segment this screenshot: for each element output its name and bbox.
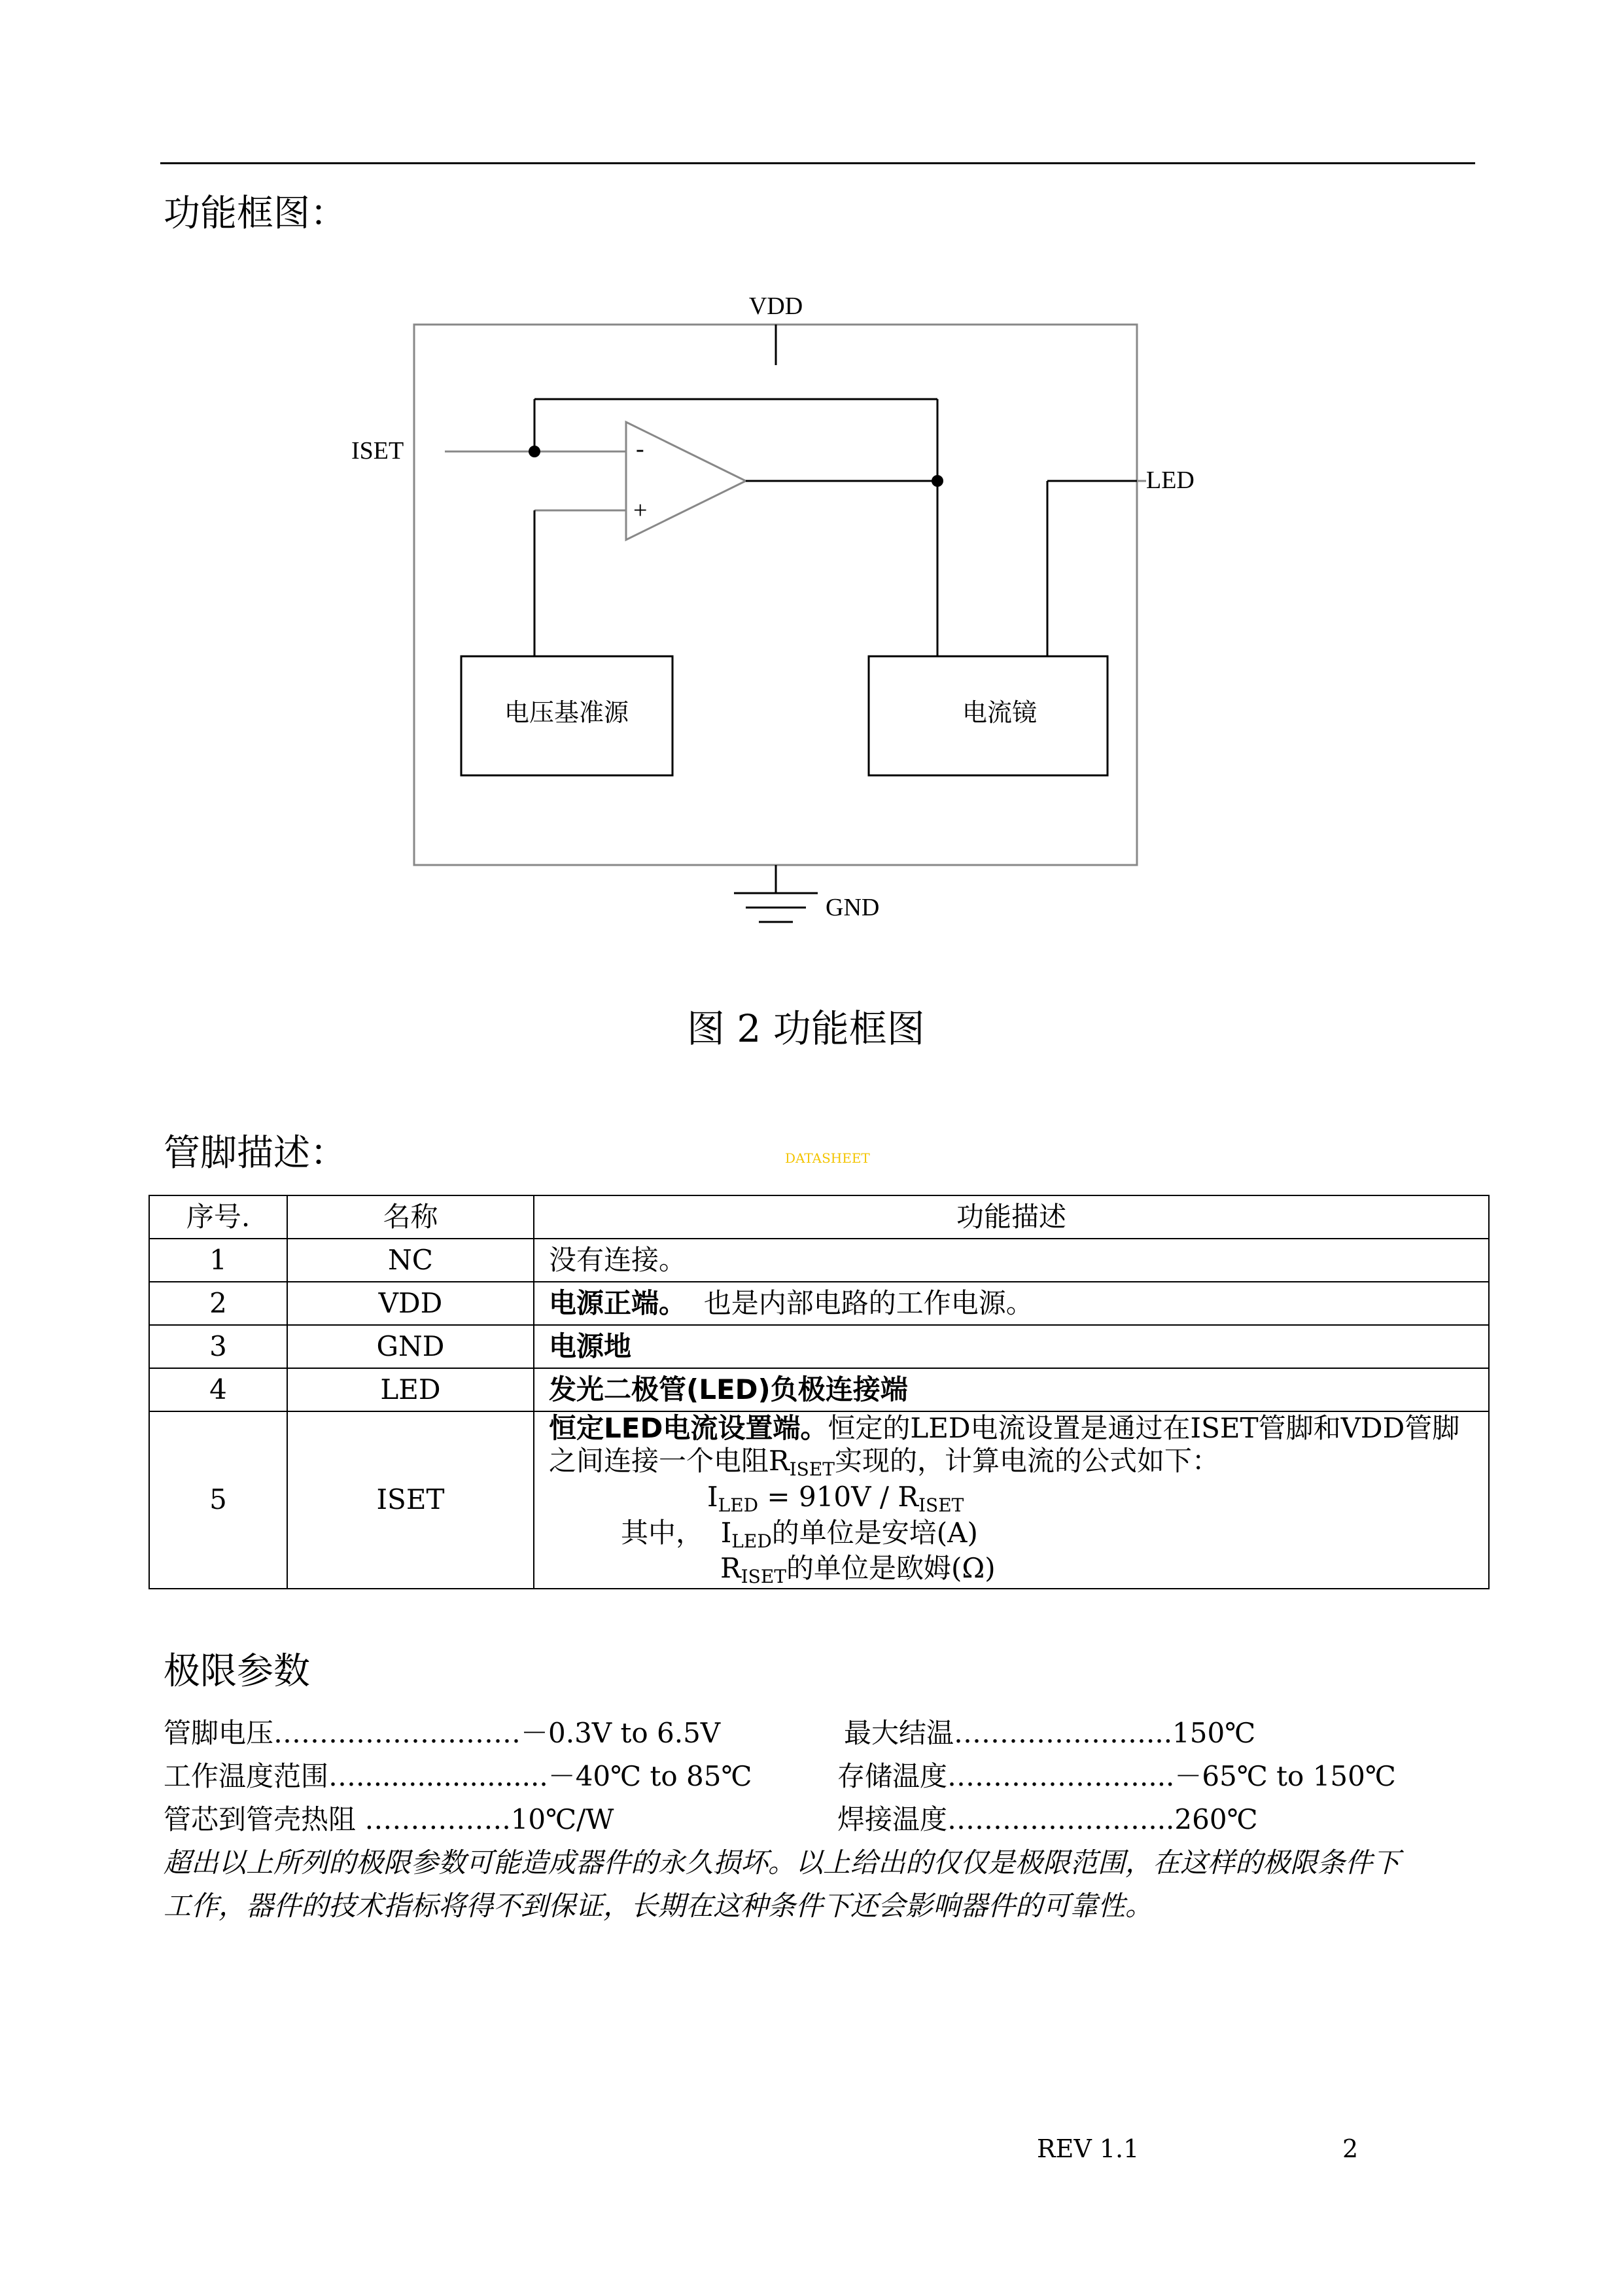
iset-junction-dot — [529, 446, 540, 457]
iset-unit-resistance — [549, 1552, 1483, 1588]
limits-title: 极限参数 — [164, 1650, 310, 1693]
header-desc: 功能描述 — [534, 1195, 1489, 1239]
pin-description-title: 管脚描述： — [164, 1132, 347, 1174]
limit-operating-temp: 工作温度范围…......................－40℃ to 85℃ — [164, 1760, 752, 1792]
iset-desc-bold: 恒定LED电流设置端。 — [549, 1412, 828, 1444]
label-iset: ISET — [351, 437, 404, 465]
pin-name: NC — [287, 1239, 534, 1282]
formula-r-sub: ISET — [918, 1494, 964, 1516]
iset-desc-line2 — [549, 1445, 1483, 1481]
limits-note-line1: 超出以上所列的极限参数可能造成器件的永久损坏。以上给出的仅仅是极限范围，在这样的极限条件下 — [164, 1846, 1401, 1879]
pin-desc — [534, 1282, 1489, 1325]
table-row — [149, 1239, 1489, 1282]
pin-desc — [534, 1239, 1489, 1282]
unit-res-b: 的单位是欧姆(Ω) — [786, 1552, 996, 1585]
table-header-row — [149, 1195, 1489, 1239]
label-vdd: VDD — [748, 292, 803, 320]
pin-name: VDD — [287, 1282, 534, 1325]
iset-desc-line1 — [549, 1412, 1483, 1445]
unit-current-sub: LED — [731, 1530, 772, 1552]
unit-current-a: 其中， I — [621, 1516, 732, 1549]
limit-pin-voltage: 管脚电压………………………－0.3V to 6.5V — [164, 1717, 721, 1749]
label-mirror-block: 电流镜 — [962, 698, 1038, 727]
unit-res-a: R — [720, 1552, 741, 1585]
figure-caption: 图 2 功能框图 — [687, 1006, 925, 1051]
table-row — [149, 1325, 1489, 1368]
limits-note-line2: 工作，器件的技术指标将得不到保证，长期在这种条件下还会影响器件的可靠性。 — [164, 1890, 1153, 1922]
iset-desc-text1: 恒定的LED电流设置是通过在ISET管脚和VDD管脚 — [828, 1412, 1460, 1444]
formula-i-sub: LED — [718, 1494, 759, 1516]
iset-formula — [549, 1481, 1483, 1517]
label-gnd: GND — [826, 894, 880, 921]
pin-name: GND — [287, 1325, 534, 1368]
pin-no: 1 — [149, 1239, 287, 1282]
chip-outline — [414, 325, 1137, 865]
formula-i: I — [707, 1480, 718, 1513]
header-no: 序号. — [149, 1195, 287, 1239]
block-diagram — [0, 0, 1623, 981]
pin-name: LED — [287, 1368, 534, 1411]
label-minus: - — [636, 435, 644, 463]
pin-no: 3 — [149, 1325, 287, 1368]
pin-no: 5 — [149, 1411, 287, 1589]
table-row — [149, 1368, 1489, 1411]
iset-unit-current — [549, 1517, 1483, 1553]
limit-thermal-resistance: 管芯到管壳热阻 …………….10℃/W — [164, 1803, 614, 1835]
block-diagram-title: 功能框图： — [164, 192, 347, 235]
iset-desc-text2b: 实现的，计算电流的公式如下： — [834, 1445, 1219, 1477]
limit-junction-temp: 最大结温…………………...150℃ — [844, 1717, 1256, 1749]
pin-desc-bold: 电源正端。 — [549, 1286, 687, 1319]
label-led: LED — [1146, 467, 1195, 494]
label-ref-block: 电压基准源 — [504, 698, 629, 727]
label-plus: + — [633, 497, 648, 524]
formula-mid: = 910V / R — [758, 1480, 918, 1513]
pin-desc-bold: 发光二极管(LED)负极连接端 — [549, 1373, 908, 1405]
pin-desc — [534, 1325, 1489, 1368]
iset-desc-sub: ISET — [789, 1458, 835, 1481]
unit-current-b: 的单位是安培(A) — [771, 1516, 978, 1549]
table-row — [149, 1282, 1489, 1325]
pin-desc-text: 也是内部电路的工作电源。 — [686, 1286, 1034, 1319]
header-name: 名称 — [287, 1195, 534, 1239]
pin-no: 2 — [149, 1282, 287, 1325]
pin-desc — [534, 1368, 1489, 1411]
pin-name: ISET — [287, 1411, 534, 1589]
output-junction-dot — [932, 475, 943, 487]
pin-desc-bold: 电源地 — [549, 1330, 632, 1362]
limit-storage-temp: 存储温度…………………....－65℃ to 150℃ — [837, 1760, 1396, 1792]
unit-res-sub: ISET — [741, 1566, 786, 1588]
pin-desc-iset — [534, 1411, 1489, 1589]
footer-revision: REV 1.1 — [1037, 2134, 1140, 2163]
pin-desc-text: 没有连接。 — [549, 1243, 687, 1276]
watermark: DATASHEET — [785, 1150, 870, 1166]
pin-table — [148, 1195, 1490, 1589]
table-row-iset — [149, 1411, 1489, 1589]
limit-solder-temp: 焊接温度…………………....260℃ — [837, 1803, 1258, 1835]
footer-page-number: 2 — [1342, 2134, 1359, 2163]
iset-desc-text2a: 之间连接一个电阻R — [549, 1445, 790, 1477]
pin-no: 4 — [149, 1368, 287, 1411]
